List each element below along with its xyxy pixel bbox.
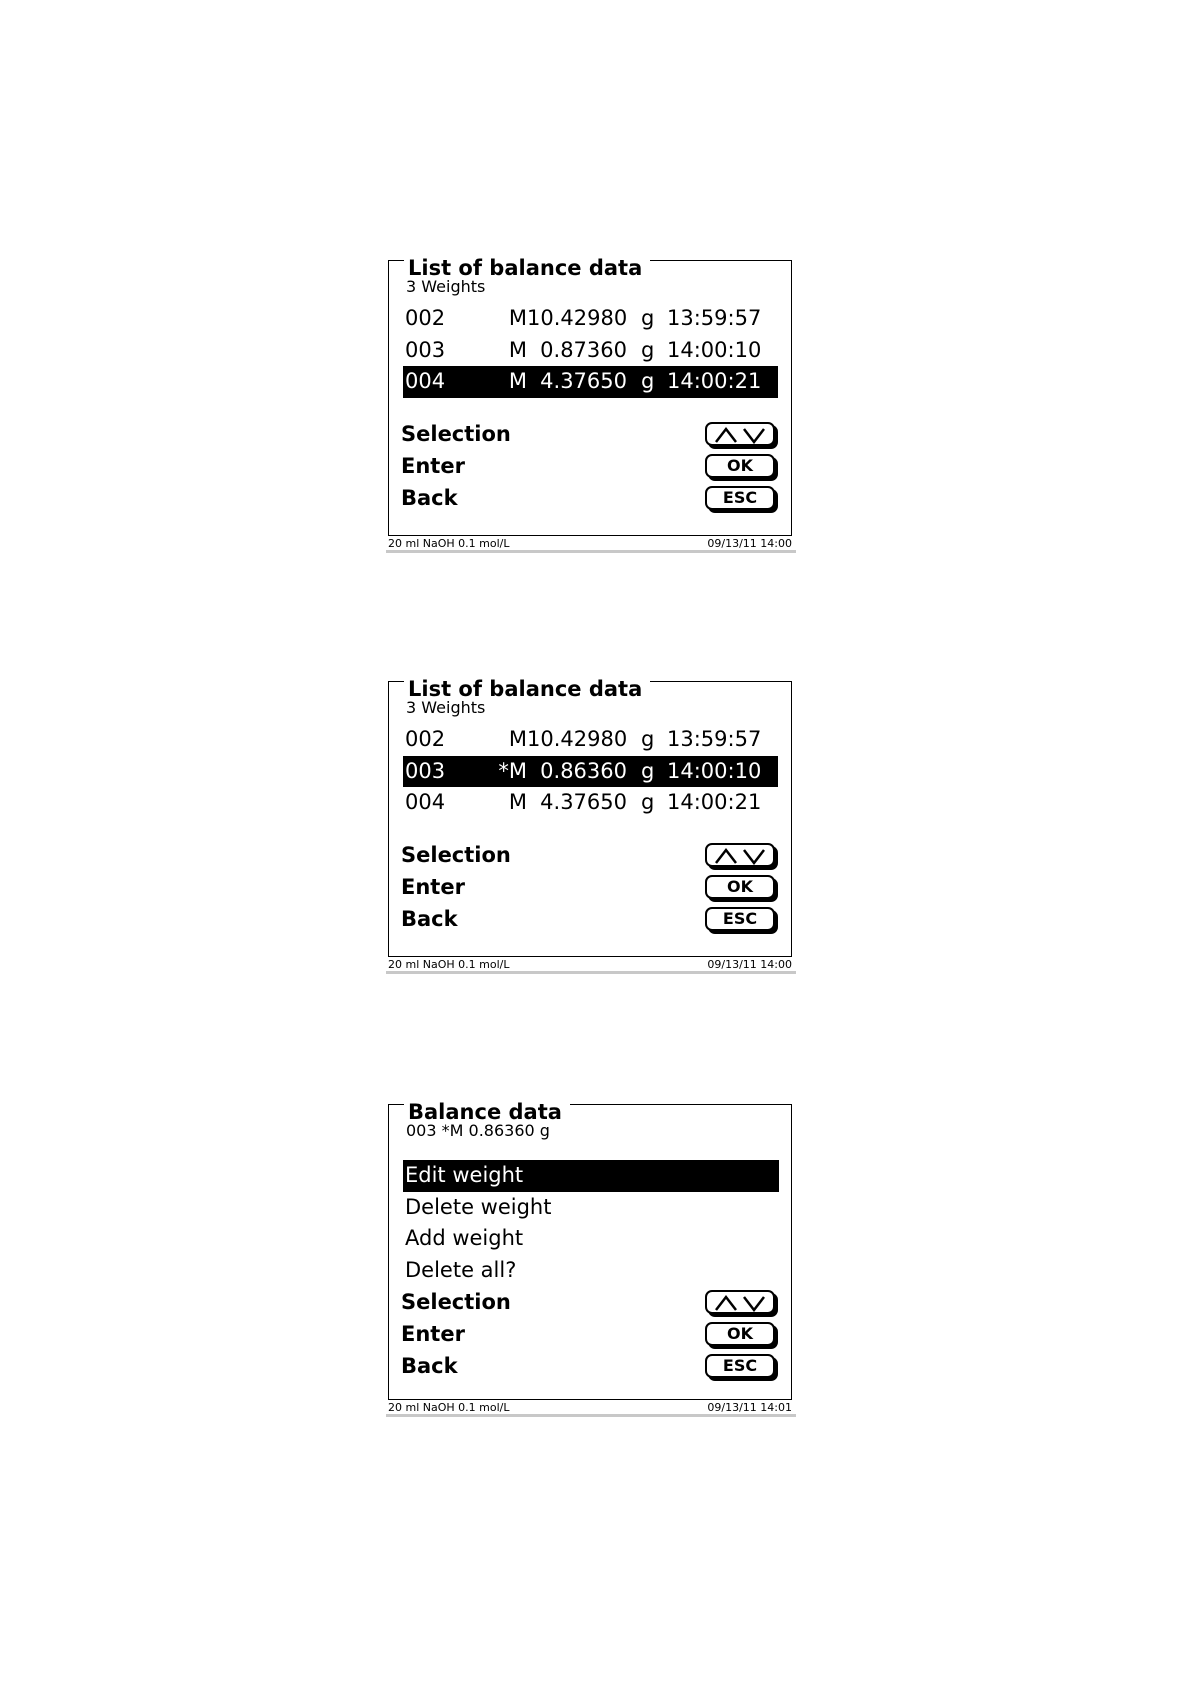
weight-unit: g xyxy=(641,369,655,393)
balance-list-screen-1 xyxy=(380,252,795,552)
weight-value: 10.42980 xyxy=(527,306,628,330)
weights-list xyxy=(403,724,778,819)
enter-key-row xyxy=(401,1319,791,1349)
balance-data-menu-screen xyxy=(380,1096,795,1414)
weight-row[interactable] xyxy=(403,724,778,756)
back-label: Back xyxy=(401,486,458,510)
status-method: 20 ml NaOH 0.1 mol/L xyxy=(388,1401,510,1414)
weight-row-selected[interactable] xyxy=(403,366,778,398)
weight-time: 14:00:10 xyxy=(667,337,762,362)
enter-label: Enter xyxy=(401,454,465,478)
screen-title: Balance data xyxy=(404,1099,570,1125)
screen-frame xyxy=(388,1100,792,1400)
weight-value: 0.87360 xyxy=(540,337,627,362)
status-divider xyxy=(386,1414,796,1417)
selection-label: Selection xyxy=(401,422,511,446)
weights-list xyxy=(403,303,778,398)
screen-frame xyxy=(388,256,792,536)
weight-mode: M xyxy=(508,337,527,362)
ok-button[interactable]: OK xyxy=(705,875,775,899)
weight-time: 14:00:10 xyxy=(667,758,762,783)
weight-id: 004 xyxy=(405,369,446,393)
weight-value: 4.37650 xyxy=(540,369,627,393)
weight-id: 002 xyxy=(405,727,446,751)
weight-unit: g xyxy=(641,306,655,330)
status-bar xyxy=(388,536,792,552)
esc-button[interactable]: ESC xyxy=(705,486,775,510)
weight-unit: g xyxy=(641,727,655,751)
status-method: 20 ml NaOH 0.1 mol/L xyxy=(388,958,510,971)
status-divider xyxy=(386,550,796,553)
selection-key-row xyxy=(401,1287,791,1317)
status-bar xyxy=(388,1400,792,1416)
status-bar xyxy=(388,957,792,973)
weight-time: 13:59:57 xyxy=(667,727,762,751)
weight-value: 10.42980 xyxy=(527,727,628,751)
ok-button[interactable]: OK xyxy=(705,1322,775,1346)
selection-label: Selection xyxy=(401,843,511,867)
enter-label: Enter xyxy=(401,1322,465,1346)
up-down-arrows-icon xyxy=(713,847,767,865)
screen-frame xyxy=(388,677,792,957)
weight-id: 003 xyxy=(405,337,446,362)
menu-item-add-weight[interactable]: Add weight xyxy=(405,1226,524,1250)
back-key-row xyxy=(401,483,791,513)
up-down-button[interactable] xyxy=(705,422,775,446)
enter-label: Enter xyxy=(401,875,465,899)
menu-item-delete-all[interactable]: Delete all? xyxy=(405,1257,517,1282)
weight-mode: M xyxy=(508,790,527,814)
weight-value: 0.86360 xyxy=(540,758,627,783)
weight-unit: g xyxy=(641,758,655,783)
screen-subtitle: 003 *M 0.86360 g xyxy=(406,1121,550,1140)
status-divider xyxy=(386,971,796,974)
weight-id: 002 xyxy=(405,306,446,330)
weight-mode: M xyxy=(508,369,527,393)
selection-key-row xyxy=(401,419,791,449)
balance-list-screen-2 xyxy=(380,673,795,973)
weight-time: 14:00:21 xyxy=(667,790,762,814)
menu-item-delete-weight[interactable]: Delete weight xyxy=(405,1194,552,1219)
up-down-arrows-icon xyxy=(713,426,767,444)
weight-mode: M xyxy=(508,306,527,330)
screen-title: List of balance data xyxy=(404,676,650,702)
up-down-button[interactable] xyxy=(705,1290,775,1314)
screen-subtitle: 3 Weights xyxy=(406,698,486,717)
enter-key-row xyxy=(401,872,791,902)
selection-label: Selection xyxy=(401,1290,511,1314)
screen-subtitle: 3 Weights xyxy=(406,277,486,296)
selection-key-row xyxy=(401,840,791,870)
weight-row-selected[interactable] xyxy=(403,756,778,788)
ok-button[interactable]: OK xyxy=(705,454,775,478)
weight-unit: g xyxy=(641,790,655,814)
back-label: Back xyxy=(401,907,458,931)
weight-time: 14:00:21 xyxy=(667,369,762,393)
enter-key-row xyxy=(401,451,791,481)
weight-mode: *M xyxy=(498,758,527,783)
weight-row[interactable] xyxy=(403,335,778,367)
weight-unit: g xyxy=(641,337,655,362)
status-datetime: 09/13/11 14:01 xyxy=(707,1401,792,1414)
back-key-row xyxy=(401,1351,791,1381)
up-down-arrows-icon xyxy=(713,1294,767,1312)
esc-button[interactable]: ESC xyxy=(705,1354,775,1378)
weight-id: 003 xyxy=(405,758,446,783)
weight-value: 4.37650 xyxy=(540,790,627,814)
weight-row[interactable] xyxy=(403,303,778,335)
weight-mode: M xyxy=(508,727,527,751)
status-datetime: 09/13/11 14:00 xyxy=(707,958,792,971)
up-down-button[interactable] xyxy=(705,843,775,867)
weight-time: 13:59:57 xyxy=(667,306,762,330)
weight-id: 004 xyxy=(405,790,446,814)
esc-button[interactable]: ESC xyxy=(705,907,775,931)
weight-row[interactable] xyxy=(403,787,778,819)
menu-item-edit-weight[interactable]: Edit weight xyxy=(403,1160,779,1192)
screen-title: List of balance data xyxy=(404,255,650,281)
back-label: Back xyxy=(401,1354,458,1378)
status-method: 20 ml NaOH 0.1 mol/L xyxy=(388,537,510,550)
back-key-row xyxy=(401,904,791,934)
options-menu xyxy=(403,1160,779,1286)
status-datetime: 09/13/11 14:00 xyxy=(707,537,792,550)
